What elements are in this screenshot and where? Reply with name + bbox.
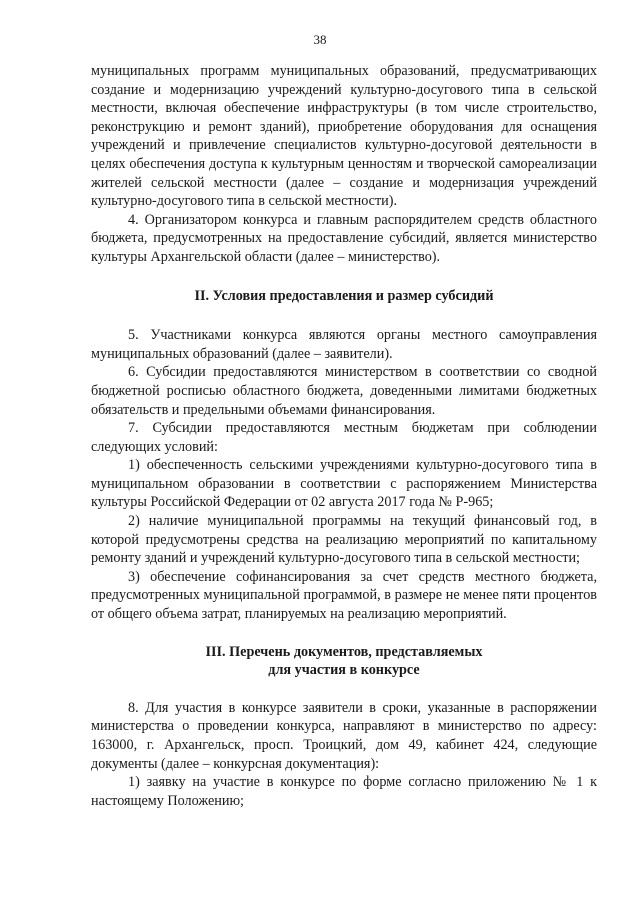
section-heading-3-line-1: III. Перечень документов, представляемых bbox=[205, 643, 483, 660]
paragraph-document-1: 1) заявку на участие в конкурсе по форме согласно приложению № 1 к настоящему Положению; bbox=[91, 774, 597, 809]
section-heading-3-line-2: для участия в конкурсе bbox=[268, 662, 420, 679]
paragraph-continuation: муниципальных программ муниципальных образований, предусматривающих создание и модернизацию учреждений культурно-досугового типа в сельской местности, включая обеспечение инфраструктуры (в том числе строительство, реконструкцию и ремонт зданий), приобретение оборудования для оснащения учреждений и привлечение специалистов культурно-досуговой деятельности в целях обеспечения доступа к культурным ценностям и творческой самореализации жителей сельской местности (далее – создание и модернизация учреждений культурно-досугового типа в сельской местности). bbox=[91, 63, 597, 210]
paragraph-condition-1: 1) обеспеченность сельскими учреждениями культурно-досугового типа в муниципальном образовании в соответствии с распоряжением Министерства культуры Российской Федерации от 02 августа 2017 года № Р-965; bbox=[91, 457, 597, 511]
document-body bbox=[91, 62, 597, 810]
paragraph-item-8: 8. Для участия в конкурсе заявители в сроки, указанные в распоряжении министерства о проведении конкурса, направляют в министерство по адресу: 163000, г. Архангельск, просп. Троицкий, дом 49, кабинет 424, следующие документы (далее – конкурсная документация): bbox=[91, 699, 597, 772]
page-number: 38 bbox=[313, 32, 327, 47]
section-heading-2: II. Условия предоставления и размер субсидий bbox=[194, 287, 494, 304]
paragraph-item-6: 6. Субсидии предоставляются министерством в соответствии со сводной бюджетной росписью областного бюджета, доведенными лимитами бюджетных обязательств и предельными объемами финансирования. bbox=[91, 364, 597, 418]
paragraph-condition-3: 3) обеспечение софинансирования за счет средств местного бюджета, предусмотренных муниципальной программой, в размере не менее пяти процентов от общего объема затрат, планируемых на реализацию мероприятий. bbox=[91, 568, 597, 623]
paragraph-item-5: 5. Участниками конкурса являются органы местного самоуправления муниципальных образований (далее – заявители). bbox=[91, 327, 597, 362]
paragraph-item-7: 7. Субсидии предоставляются местным бюджетам при соблюдении следующих условий: bbox=[91, 420, 597, 455]
paragraph-item-4: 4. Организатором конкурса и главным распорядителем средств областного бюджета, предусмотренных на предоставление субсидий, является министерство культуры Архангельской области (далее – министерство). bbox=[91, 211, 597, 265]
paragraph-condition-2: 2) наличие муниципальной программы на текущий финансовый год, в которой предусмотрены средства на реализацию мероприятий по капитальному ремонту зданий и учреждений культурно-досугового типа в сельской местности; bbox=[91, 513, 597, 567]
